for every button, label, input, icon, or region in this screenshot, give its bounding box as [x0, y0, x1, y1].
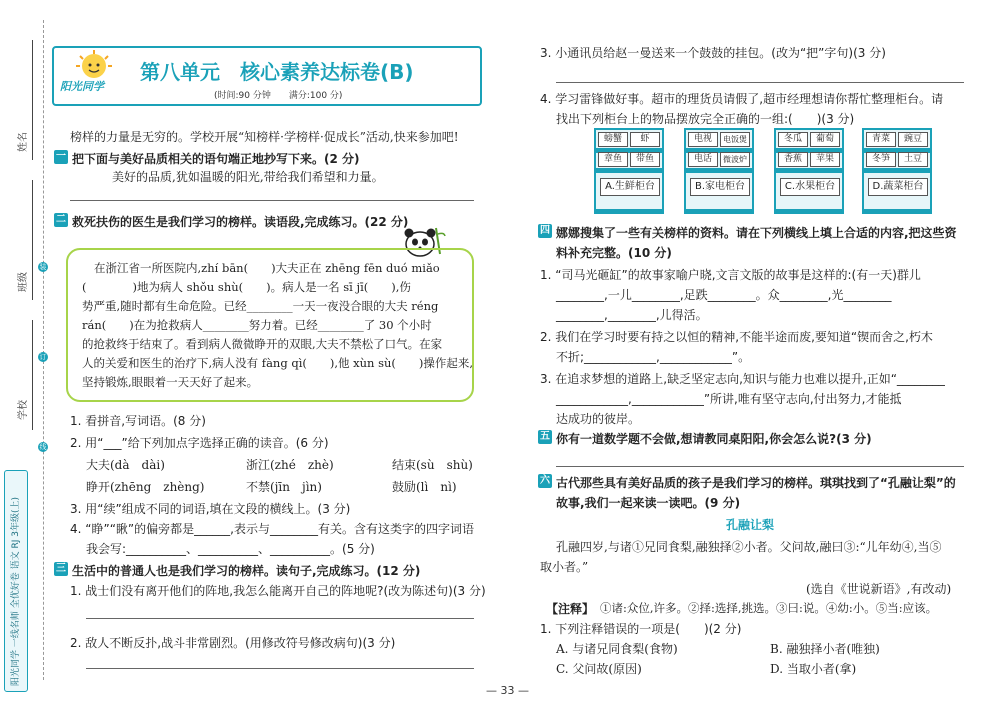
shelf-label: B.家电柜台	[690, 178, 750, 196]
note-label: 【注释】	[546, 602, 595, 616]
shelf-item: 电饭煲	[720, 132, 750, 147]
intro-text: 榜样的力量是无穷的。学校开展“知榜样·学榜样·促成长”活动,快来参加吧!	[70, 130, 459, 144]
shelf-item: 豌豆	[898, 132, 928, 147]
class-line	[32, 180, 33, 300]
section-title: 娜娜搜集了一些有关榜样的资料。请在下列横线上填上合适的内容,把这些资	[556, 226, 957, 240]
question: 1. 下列注释错误的一项是( )(2 分)	[540, 622, 742, 636]
page-number: — 33 —	[486, 684, 529, 697]
answer-line[interactable]	[70, 200, 474, 201]
pinyin-choice[interactable]: 大夫(dà dài)	[86, 458, 165, 472]
question: 2. 用“___”给下列加点字选择正确的读音。(6 分)	[70, 436, 329, 450]
shelf-item: 青菜	[866, 132, 896, 147]
reading-passage	[66, 248, 474, 402]
section-number: 二	[56, 214, 66, 225]
binding-dot: 装	[39, 263, 47, 271]
option-b[interactable]: B. 融独择小者(唯独)	[770, 642, 880, 656]
option-c[interactable]: C. 父问故(原因)	[556, 662, 642, 676]
section-number: 六	[540, 475, 550, 486]
story-text: 孔融四岁,与诸①兄同食梨,融独择②小者。父问故,融曰③:“儿年幼④,当⑤	[556, 540, 942, 554]
binding-strip	[0, 0, 56, 716]
question: 不折;____________,____________”。	[556, 350, 751, 364]
shelf-item: 电话	[688, 152, 718, 167]
class-label: 班级	[18, 272, 29, 292]
shelf-label: C.水果柜台	[780, 178, 840, 196]
school-label: 学校	[18, 400, 29, 420]
shelf-item: 冬笋	[866, 152, 896, 167]
answer-line[interactable]	[556, 82, 964, 83]
question: 1. 看拼音,写词语。(8 分)	[70, 414, 206, 428]
question: 2. 敌人不断反扑,战斗非常剧烈。(用修改符号修改病句)(3 分)	[70, 636, 396, 650]
shelf-item: 电视	[688, 132, 718, 147]
pinyin-choice[interactable]: 睁开(zhēng zhèng)	[86, 480, 205, 494]
page-title: 第八单元 核心素养达标卷(B)	[140, 60, 414, 84]
pinyin-choice[interactable]: 不禁(jīn jìn)	[246, 480, 322, 494]
shelf-item: 虾	[630, 132, 660, 147]
spine-text: 阳光同学 一线名师 全优好卷 语文 RJ 3年级(上)	[11, 497, 21, 686]
logo-text: 阳光同学	[60, 80, 104, 93]
answer-line[interactable]	[86, 618, 474, 619]
shelf-b[interactable]	[684, 128, 754, 214]
pinyin-choice[interactable]: 鼓励(lì nì)	[392, 480, 457, 494]
passage-line: 势严重,随时都有生命危险。已经________一天一夜没合眼的大夫 réng	[82, 299, 439, 313]
section-title: 救死扶伤的医生是我们学习的榜样。读语段,完成练习。(22 分)	[72, 215, 409, 229]
question: 3. 用“续”组成不同的词语,填在文段的横线上。(3 分)	[70, 502, 351, 516]
section-title: 你有一道数学题不会做,想请教同桌阳阳,你会怎么说?(3 分)	[556, 432, 872, 446]
question: 1. “司马光砸缸”的故事家喻户晓,文言文版的故事是这样的:(有一天)群儿	[540, 268, 921, 282]
binding-dot: 订	[39, 353, 47, 361]
shelf-a[interactable]	[594, 128, 664, 214]
shelf-label: A.生鲜柜台	[600, 178, 660, 196]
section-title: 把下面与美好品质相关的语句端正地抄写下来。(2 分)	[72, 152, 360, 166]
question: 4. “睁”“瞅”的偏旁都是______,表示与________有关。含有这类字的四字词语	[70, 522, 474, 536]
story-text: 取小者。”	[540, 560, 589, 574]
copy-sentence: 美好的品质,犹如温暖的阳光,带给我们希望和力量。	[112, 170, 384, 184]
passage-line: 坚持锻炼,眼眼着一天天好了起来。	[82, 375, 259, 389]
section-number: 一	[56, 151, 66, 162]
shelf-item: 葡萄	[810, 132, 840, 147]
question: ________,一儿________,足跌________。众________,光________	[556, 288, 892, 302]
name-line	[32, 40, 33, 160]
note-text: ①诸:众位,许多。②择:选择,挑选。③曰:说。④幼:小。⑤当:应该。	[600, 601, 938, 615]
section-title: 生活中的普通人也是我们学习的榜样。读句子,完成练习。(12 分)	[72, 564, 421, 578]
shelf-item: 土豆	[898, 152, 928, 167]
shelf-c[interactable]	[774, 128, 844, 214]
section-title: 故事,我们一起来读一读吧。(9 分)	[556, 496, 741, 510]
question: 3. 小通讯员给赵一曼送来一个鼓鼓的挂包。(改为“把”字句)(3 分)	[540, 46, 886, 60]
binding-dot: 线	[39, 443, 47, 451]
shelf-item: 章鱼	[598, 152, 628, 167]
cut-line	[43, 20, 44, 680]
pinyin-choice[interactable]: 结束(sù shù)	[392, 458, 473, 472]
story-source: (选自《世说新语》,有改动)	[806, 582, 952, 596]
section-title: 料补充完整。(10 分)	[556, 246, 672, 260]
question: 2. 我们在学习时要有持之以恒的精神,不能半途而废,要知道“锲而舍之,朽木	[540, 330, 933, 344]
section-number: 三	[56, 563, 66, 574]
passage-line: 在浙江省一所医院内,zhí bān( )大夫正在 zhēng fēn duó miǎo	[94, 261, 440, 275]
section-number: 五	[540, 431, 550, 442]
question: 1. 战士们没有离开他们的阵地,我怎么能离开自己的阵地呢?(改为陈述句)(3 分)	[70, 584, 486, 598]
shelf-item: 苹果	[810, 152, 840, 167]
question: ________,________,儿得活。	[556, 308, 708, 322]
option-a[interactable]: A. 与诸兄同食梨(食物)	[556, 642, 678, 656]
question: 3. 在追求梦想的道路上,缺乏坚定志向,知识与能力也难以提升,正如“________	[540, 372, 945, 386]
name-label: 姓名	[18, 132, 29, 152]
time-info: (时间:90 分钟 满分:100 分)	[214, 91, 343, 101]
shelf-item: 带鱼	[630, 152, 660, 167]
shelf-item: 香蕉	[778, 152, 808, 167]
shelf-label: D.蔬菜柜台	[868, 178, 928, 196]
question: 达成功的彼岸。	[556, 412, 641, 426]
pinyin-choice[interactable]: 浙江(zhé zhè)	[246, 458, 334, 472]
answer-line[interactable]	[556, 466, 964, 467]
section-title: 古代那些具有美好品质的孩子是我们学习的榜样。琪琪找到了“孔融让梨”的	[556, 476, 956, 490]
question: 我会写:__________、__________、__________。(5 分)	[86, 542, 375, 556]
story-title: 孔融让梨	[726, 518, 775, 532]
shelf-item: 螃蟹	[598, 132, 628, 147]
answer-line[interactable]	[86, 668, 474, 669]
passage-line: 人的关爱和医生的治疗下,病人没有 fàng qì( ),他 xùn sù( )操作起来,	[82, 356, 474, 370]
shelf-d[interactable]	[862, 128, 932, 214]
option-d[interactable]: D. 当取小者(拿)	[770, 662, 857, 676]
section-number: 四	[540, 225, 550, 236]
question: 找出下列柜台上的物品摆放完全正确的一组:( )(3 分)	[556, 112, 855, 126]
passage-line: rán( )在为抢救病人________努力着。已经________了 30 个小时	[82, 318, 432, 332]
passage-line: ( )地为病人 shǒu shù( )。病人是一名 sī jī( ),伤	[82, 280, 411, 294]
shelf-item: 冬瓜	[778, 132, 808, 147]
shelf-item: 微波炉	[720, 152, 750, 167]
question: 4. 学习雷锋做好事。超市的理货员请假了,超市经理想请你帮忙整理柜台。请	[540, 92, 944, 106]
school-line	[32, 320, 33, 430]
passage-line: 的抢救终于结束了。看到病人微微睁开的双眼,大夫不禁松了口气。在家	[82, 337, 443, 351]
question: ____________,____________”所讲,唯有坚守志向,付出努力,才能抵	[556, 392, 902, 406]
